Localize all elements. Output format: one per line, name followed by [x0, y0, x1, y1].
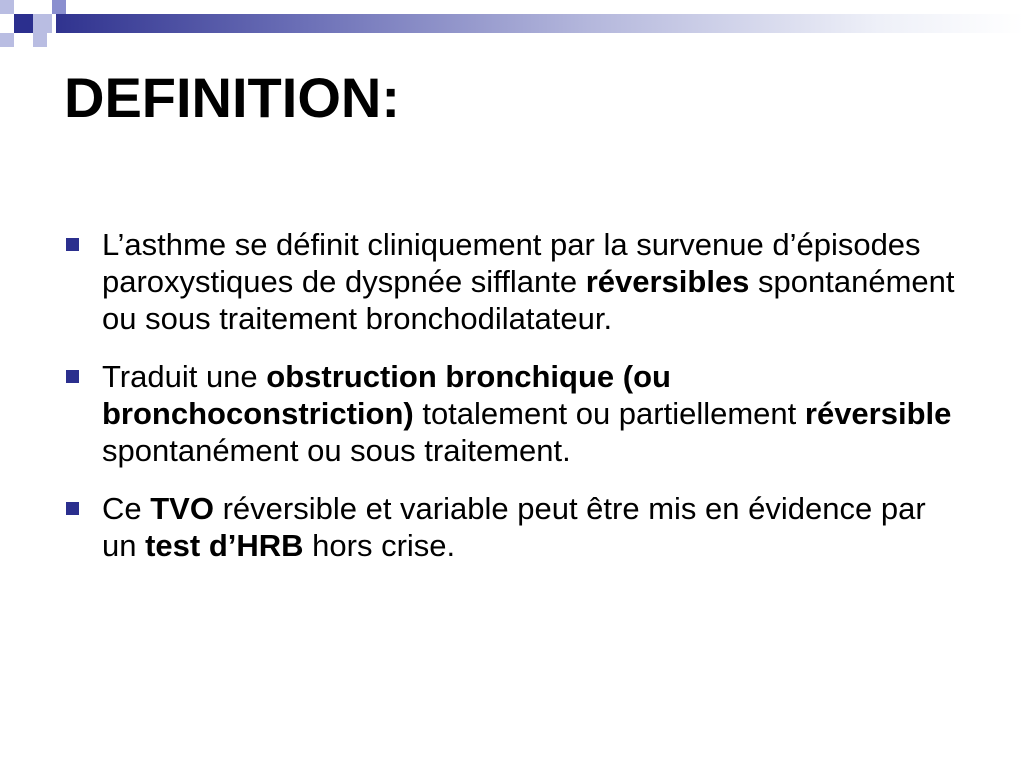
text-segment-bold: réversibles — [585, 264, 750, 299]
bullet-list — [64, 226, 964, 585]
decor-square — [52, 0, 66, 14]
decor-square — [33, 14, 52, 33]
text-segment: spontanément ou sous traitement. — [102, 433, 571, 468]
text-segment-bold: obstruction bronchique (ou bronchoconstriction) — [102, 359, 671, 431]
text-segment: L’asthme se définit cliniquement par la survenue d’épisodes paroxystiques de dyspnée sifflante — [102, 227, 921, 299]
decor-square — [14, 14, 33, 33]
bullet-item — [64, 490, 964, 564]
text-segment: Traduit une — [102, 359, 267, 394]
square-bullet-icon — [66, 502, 79, 515]
text-segment: spontanément ou sous traitement bronchodilatateur. — [102, 264, 955, 336]
bullet-item — [64, 226, 964, 337]
text-segment: Ce — [102, 491, 151, 526]
decor-square — [33, 33, 47, 47]
bullet-text — [102, 491, 926, 563]
decor-square — [0, 33, 14, 47]
slide-title: DEFINITION: — [64, 66, 400, 129]
text-segment-bold: test d’HRB — [145, 528, 304, 563]
header-gradient-bar — [56, 14, 1024, 33]
bullet-text — [102, 227, 955, 336]
text-segment-bold: TVO — [150, 491, 214, 526]
text-segment: réversible et variable peut être mis en évidence par un — [102, 491, 926, 563]
bullet-item — [64, 358, 964, 469]
text-segment: hors crise. — [303, 528, 456, 563]
text-segment-bold: réversible — [804, 396, 952, 431]
square-bullet-icon — [66, 370, 79, 383]
square-bullet-icon — [66, 238, 79, 251]
bullet-text — [102, 359, 951, 468]
decor-square — [0, 0, 14, 14]
text-segment: totalement ou partiellement — [413, 396, 805, 431]
